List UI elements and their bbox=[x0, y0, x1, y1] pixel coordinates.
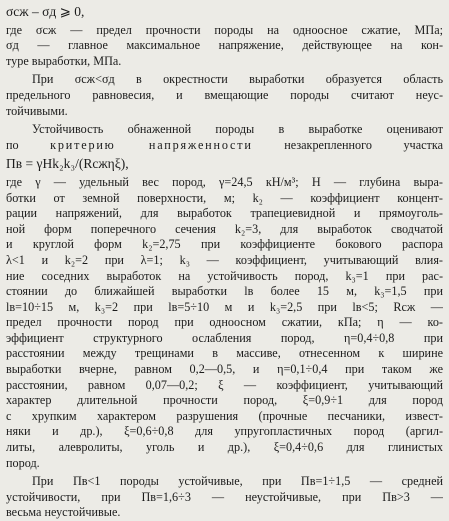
stress-definitions bbox=[6, 23, 443, 70]
text-line: ботки от земной поверхности, м; k₂ — коэффициент концент- bbox=[6, 190, 443, 205]
text-line: расстоянии между трещинами в массиве, отнесенном к ширине bbox=[6, 346, 443, 361]
text-line: λ<1 и k₂=2 при λ=1; k₃ — коэффициент, учитывающий влия- bbox=[6, 252, 443, 267]
text-fragment: незакрепленного участка bbox=[252, 137, 443, 152]
criterion-paragraph bbox=[6, 122, 443, 153]
text-line: Устойчивость обнаженной породы в выработке оценивают bbox=[32, 122, 443, 137]
text-line: расстоянии, равном 0,07—0,2; ξ — коэффициент, учитывающий bbox=[6, 377, 443, 392]
text-line: lв=10÷15 м, k₃=2 при lв=5÷10 м и k₃=2,5 при lв<5; Rсж — bbox=[6, 299, 443, 314]
text-line: ной форм поперечного сечения k₂=3, для выработок сводчатой bbox=[6, 221, 443, 236]
text-line: туре выработки, МПа. bbox=[6, 53, 122, 68]
text-line: стоянии до ближайшей выработки lв более 15 м, k₃=1,5 при bbox=[6, 284, 443, 299]
text-line: характер длительной прочности пород, ξ=0,9÷1 для пород bbox=[6, 393, 443, 408]
text-line: предел прочности пород при одноосном сжатии, кПа; η — ко- bbox=[6, 315, 443, 330]
text-line: выработки вчерне, равном 0,2—0,5, и η=0,1÷0,4 при таком же bbox=[6, 362, 443, 377]
text-line: предельного равновесия, и вмещающие породы считают неус- bbox=[6, 87, 443, 102]
text-line: устойчивости, при Пв=1,6÷3 — неустойчивые, при Пв>3 — bbox=[6, 489, 443, 504]
text-line: литы, алевролиты, уголь и др.), ξ=0,4÷0,6 для глинистых bbox=[6, 440, 443, 455]
variable-definitions-paragraph bbox=[6, 175, 443, 471]
text-line: с хрупким характером разрушения (прочные песчаники, извест- bbox=[6, 408, 443, 423]
text-line: где σсж — предел прочности породы на одноосное сжатие, МПа; bbox=[6, 22, 443, 37]
text-line: няки и др.), ξ=0,6÷0,8 для упругопластичных пород (аргил- bbox=[6, 424, 443, 439]
text-line: ние соседних выработок на устойчивость пород, k₃=1 при рас- bbox=[6, 268, 443, 283]
text-line: рации напряжений, для выработок трапециевидной и прямоуголь- bbox=[6, 206, 443, 221]
text-line: эффициент структурного ослабления пород, η=0,4÷0,8 при bbox=[6, 330, 443, 345]
text-line bbox=[6, 138, 443, 154]
stability-classification-paragraph bbox=[6, 474, 443, 521]
text-line: весьма неустойчивые. bbox=[6, 505, 121, 520]
condition-formula: σсж – σд ⩾ 0, bbox=[6, 4, 85, 19]
text-line: При Пв<1 породы устойчивые, при Пв=1÷1,5 — средней bbox=[32, 474, 443, 489]
stress-criterion-formula: Пв = γHk₂k₃/(Rсжηξ), bbox=[6, 156, 129, 172]
text-line: где γ — удельный вес пород, γ=24,5 кН/м³; H — глубина выра- bbox=[6, 174, 443, 189]
text-line: σд — главное максимальное напряжение, действующее на кон- bbox=[6, 38, 443, 53]
text-line: тойчивыми. bbox=[6, 103, 68, 118]
stability-condition-paragraph bbox=[6, 72, 443, 119]
spaced-emphasis-text: критерию напряженности bbox=[50, 137, 253, 152]
text-line: пород. bbox=[6, 455, 40, 470]
text-line: При σсж<σд в окрестности выработки образуется область bbox=[32, 72, 443, 87]
text-fragment: по bbox=[6, 137, 51, 152]
text-line: и круглой форм k₂=2,75 при коэффициенте бокового распора bbox=[6, 237, 443, 252]
